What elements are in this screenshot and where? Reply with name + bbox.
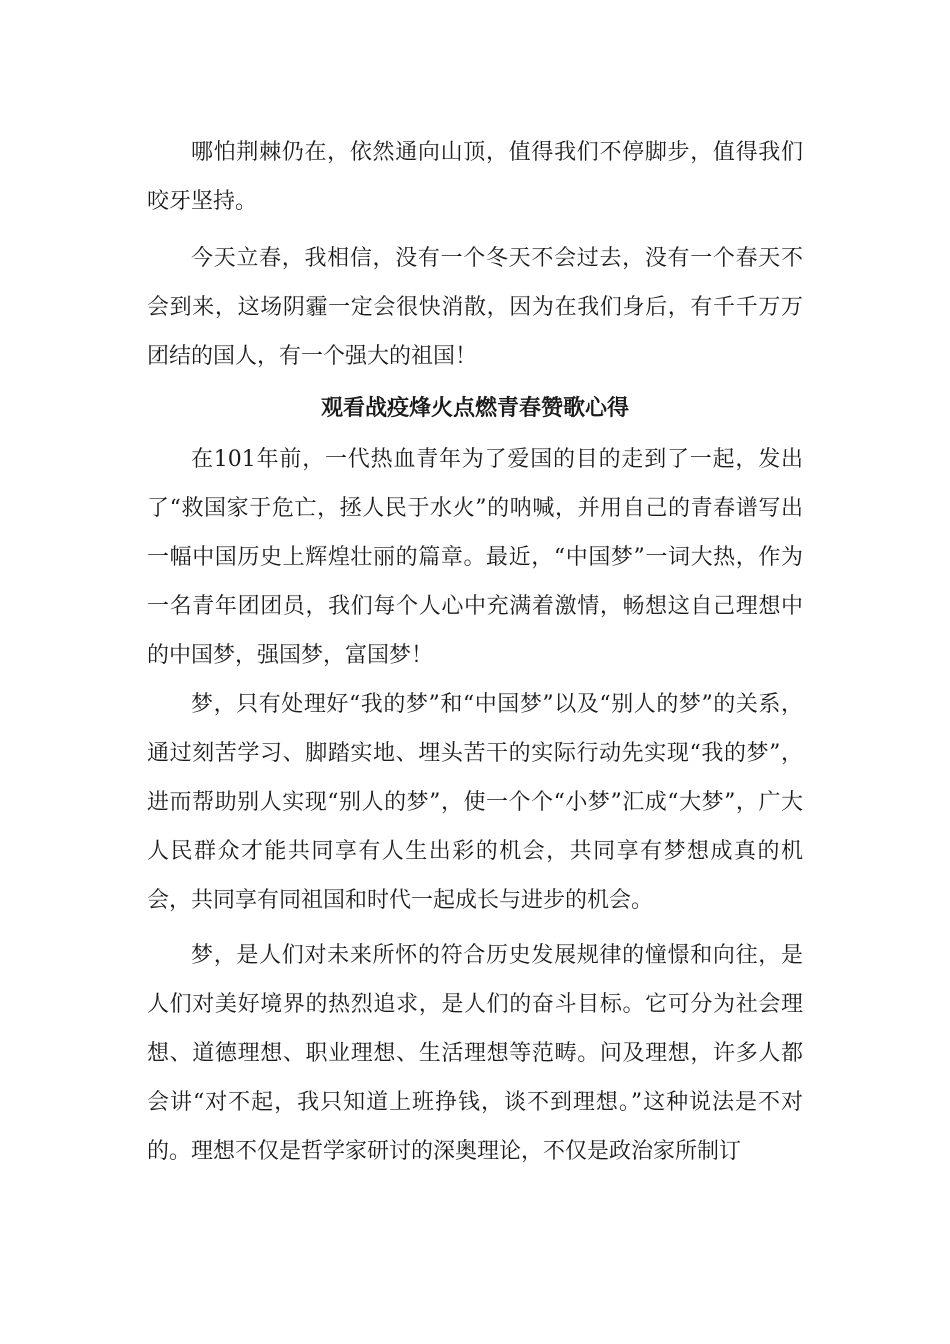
paragraph: 梦，是人们对未来所怀的符合历史发展规律的憧憬和向往，是人们对美好境界的热烈追求，是人们的奋斗目标。它可分为社会理想、道德理想、职业理想、生活理想等范畴。问及理想，许多人都会讲“对不起，我只知道上班挣钱，谈不到理想。”这种说法是不对的。理想不仅是哲学家研讨的深奥理论，不仅是政治家所制订 xyxy=(147,943,803,1164)
paragraph: 梦，只有处理好“我的梦”和“中国梦”以及“别人的梦”的关系，通过刻苦学习、脚踏实地、埋头苦干的实际行动先实现“我的梦”，进而帮助别人实现“别人的梦”，使一个个“小梦”汇成“大梦”，广大人民群众才能共同享有人生出彩的机会，共同享有梦想成真的机会，共同享有同祖国和时代一起成长与进步的机会。 xyxy=(147,692,804,913)
paragraph: 今天立春，我相信，没有一个冬天不会过去，没有一个春天不会到来，这场阴霾一定会很快消散，因为在我们身后，有千千万万团结的国人，有一个强大的祖国！ xyxy=(147,246,803,369)
paragraph: 哪怕荆棘仍在，依然通向山顶，值得我们不停脚步，值得我们咬牙坚持。 xyxy=(147,140,803,214)
document-body xyxy=(147,128,803,1188)
section-heading: 观看战疫烽火点燃青春赞歌心得 xyxy=(320,395,629,421)
paragraph: 在101年前，一代热血青年为了爱国的目的走到了一起，发出了“救国家于危亡，拯人民于水火”的呐喊，并用自己的青春谱写出一幅中国历史上辉煌壮丽的篇章。最近，“中国梦”一词大热，作为一名青年团团员，我们每个人心中充满着激情，畅想这自己理想中的中国梦，强国梦，富国梦！ xyxy=(147,447,803,668)
